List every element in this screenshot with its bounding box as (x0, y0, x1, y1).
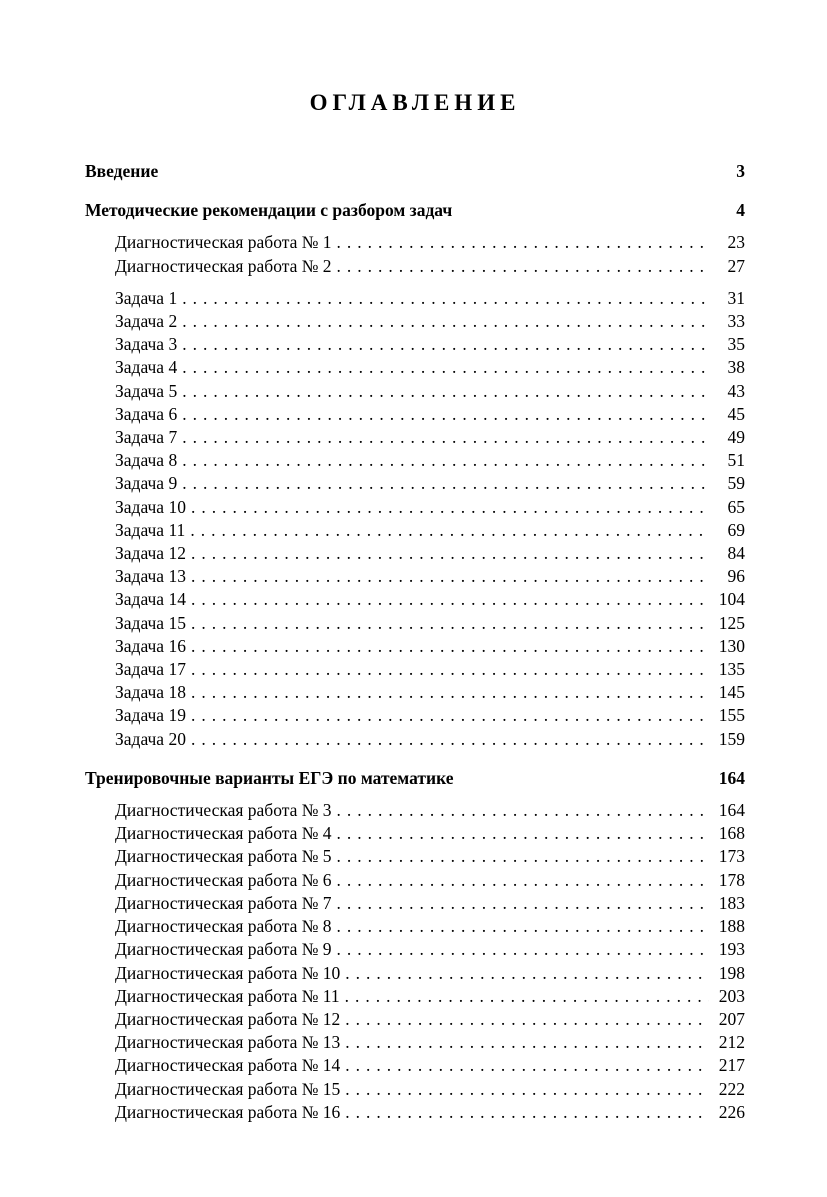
toc-item-row (85, 845, 745, 868)
dot-leader (177, 472, 709, 495)
toc-item-row (85, 287, 745, 310)
dot-leader (340, 962, 709, 985)
toc-item-row (85, 1054, 745, 1077)
toc-item-row (85, 356, 745, 379)
toc-section (85, 767, 745, 1124)
toc-section (85, 199, 745, 751)
dot-leader (332, 892, 709, 915)
toc-entry-label: Задача 11 (115, 519, 186, 540)
toc-entry-label: Задача 14 (115, 589, 186, 610)
toc-group (85, 287, 745, 751)
toc-item-row (85, 612, 745, 635)
toc-entry-page: 168 (718, 823, 745, 844)
toc-item-row (85, 496, 745, 519)
dot-leader (332, 231, 709, 254)
dot-leader (332, 938, 709, 961)
toc-item-row (85, 310, 745, 333)
toc-entry-page: 59 (727, 473, 745, 494)
toc-entry-label: Задача 9 (115, 473, 178, 494)
toc-entry-label: Диагностическая работа № 2 (115, 255, 332, 276)
toc-entry-page: 33 (727, 311, 745, 332)
toc-entry-label: Задача 8 (115, 450, 178, 471)
toc-item-row (85, 1031, 745, 1054)
toc-entry-label: Задача 2 (115, 311, 178, 332)
toc-entry-label: Задача 4 (115, 357, 178, 378)
toc-entry-page: 125 (718, 612, 745, 633)
dot-leader (185, 519, 709, 542)
toc-item-row (85, 1008, 745, 1031)
toc-entry-label: Диагностическая работа № 10 (115, 962, 341, 983)
toc-entry-label: Задача 20 (115, 728, 186, 749)
toc-entry-page: 226 (718, 1101, 745, 1122)
toc-entry-page: 45 (727, 403, 745, 424)
toc-entry-page: 164 (718, 767, 745, 788)
dot-leader (332, 822, 709, 845)
dot-leader (332, 869, 709, 892)
toc-entry-page: 155 (718, 705, 745, 726)
toc-item-row (85, 449, 745, 472)
toc-entry-label: Диагностическая работа № 1 (115, 232, 332, 253)
toc-entry-label: Задача 12 (115, 543, 186, 564)
toc-list (85, 160, 745, 1124)
toc-entry-page: 23 (727, 232, 745, 253)
toc-entry-page: 69 (727, 519, 745, 540)
toc-entry-page: 164 (718, 800, 745, 821)
dot-leader (186, 496, 709, 519)
dot-leader (177, 310, 709, 333)
toc-entry-label: Диагностическая работа № 13 (115, 1032, 341, 1053)
toc-entry-label: Диагностическая работа № 12 (115, 1008, 341, 1029)
toc-item-row (85, 985, 745, 1008)
toc-item-row (85, 1078, 745, 1101)
toc-entry-page: 51 (727, 450, 745, 471)
dot-leader (340, 1031, 709, 1054)
toc-entry-label: Диагностическая работа № 16 (115, 1101, 341, 1122)
toc-item-row (85, 915, 745, 938)
dot-leader (186, 728, 709, 751)
dot-leader (340, 1078, 709, 1101)
dot-leader (332, 255, 709, 278)
toc-entry-label: Диагностическая работа № 14 (115, 1055, 341, 1076)
toc-entry-page: 3 (736, 161, 745, 181)
toc-entry-page: 65 (727, 496, 745, 517)
toc-heading-row (85, 199, 745, 222)
dot-leader (186, 612, 709, 635)
toc-entry-label: Диагностическая работа № 5 (115, 846, 332, 867)
toc-entry-page: 198 (718, 962, 745, 983)
toc-entry-label: Тренировочные варианты ЕГЭ по математике (85, 767, 454, 788)
toc-item-row (85, 822, 745, 845)
toc-entry-page: 222 (718, 1078, 745, 1099)
toc-entry-page: 145 (718, 682, 745, 703)
toc-entry-page: 183 (718, 892, 745, 913)
toc-item-row (85, 658, 745, 681)
toc-entry-page: 84 (727, 543, 745, 564)
dot-leader (340, 985, 709, 1008)
toc-heading-row (85, 160, 745, 183)
toc-entry-page: 38 (727, 357, 745, 378)
toc-item-row (85, 728, 745, 751)
dot-leader (340, 1054, 709, 1077)
dot-leader (177, 449, 709, 472)
toc-entry-page: 31 (727, 287, 745, 308)
toc-entry-page: 217 (718, 1055, 745, 1076)
dot-leader (177, 356, 709, 379)
toc-entry-page: 203 (718, 985, 745, 1006)
toc-section (85, 160, 745, 183)
toc-entry-page: 207 (718, 1008, 745, 1029)
toc-entry-page: 173 (718, 846, 745, 867)
toc-entry-page: 159 (718, 728, 745, 749)
toc-entry-page: 212 (718, 1032, 745, 1053)
toc-entry-page: 188 (718, 916, 745, 937)
toc-entry-label: Диагностическая работа № 7 (115, 892, 332, 913)
dot-leader (177, 403, 709, 426)
toc-entry-page: 104 (718, 589, 745, 610)
dot-leader (186, 681, 709, 704)
dot-leader (186, 635, 709, 658)
toc-entry-label: Диагностическая работа № 6 (115, 869, 332, 890)
toc-item-row (85, 565, 745, 588)
toc-entry-label: Диагностическая работа № 3 (115, 800, 332, 821)
toc-entry-label: Задача 5 (115, 380, 178, 401)
toc-item-row (85, 635, 745, 658)
toc-item-row (85, 588, 745, 611)
toc-entry-label: Задача 18 (115, 682, 186, 703)
toc-entry-label: Задача 1 (115, 287, 178, 308)
toc-entry-page: 178 (718, 869, 745, 890)
dot-leader (332, 799, 709, 822)
dot-leader (177, 287, 709, 310)
dot-leader (177, 333, 709, 356)
toc-entry-label: Задача 7 (115, 427, 178, 448)
dot-leader (332, 915, 709, 938)
toc-item-row (85, 681, 745, 704)
dot-leader (186, 588, 709, 611)
toc-entry-page: 35 (727, 334, 745, 355)
dot-leader (340, 1008, 709, 1031)
dot-leader (186, 658, 709, 681)
toc-group (85, 231, 745, 277)
dot-leader (177, 380, 709, 403)
toc-item-row (85, 704, 745, 727)
toc-entry-page: 130 (718, 635, 745, 656)
toc-entry-label: Диагностическая работа № 11 (115, 985, 340, 1006)
toc-item-row (85, 231, 745, 254)
toc-item-row (85, 519, 745, 542)
toc-entry-label: Методические рекомендации с разбором задач (85, 200, 453, 221)
toc-item-row (85, 1101, 745, 1124)
toc-entry-page: 43 (727, 380, 745, 401)
toc-entry-label: Задача 19 (115, 705, 186, 726)
toc-entry-page: 96 (727, 566, 745, 587)
toc-group (85, 799, 745, 1124)
toc-item-row (85, 799, 745, 822)
toc-item-row (85, 869, 745, 892)
toc-heading-row (85, 767, 745, 790)
dot-leader (186, 704, 709, 727)
toc-entry-label: Введение (85, 161, 159, 181)
toc-entry-label: Диагностическая работа № 4 (115, 823, 332, 844)
toc-entry-label: Диагностическая работа № 15 (115, 1078, 341, 1099)
toc-item-row (85, 542, 745, 565)
toc-item-row (85, 892, 745, 915)
toc-item-row (85, 962, 745, 985)
toc-entry-label: Задача 3 (115, 334, 178, 355)
toc-entry-label: Задача 6 (115, 403, 178, 424)
toc-item-row (85, 426, 745, 449)
toc-item-row (85, 403, 745, 426)
dot-leader (177, 426, 709, 449)
toc-entry-label: Диагностическая работа № 8 (115, 916, 332, 937)
toc-item-row (85, 255, 745, 278)
dot-leader (186, 542, 709, 565)
toc-entry-label: Задача 17 (115, 659, 186, 680)
toc-entry-label: Задача 10 (115, 496, 186, 517)
toc-entry-label: Диагностическая работа № 9 (115, 939, 332, 960)
toc-entry-page: 27 (727, 255, 745, 276)
toc-item-row (85, 380, 745, 403)
toc-item-row (85, 333, 745, 356)
dot-leader (332, 845, 709, 868)
toc-entry-page: 49 (727, 427, 745, 448)
toc-entry-page: 135 (718, 659, 745, 680)
dot-leader (340, 1101, 709, 1124)
dot-leader (186, 565, 709, 588)
toc-item-row (85, 472, 745, 495)
toc-item-row (85, 938, 745, 961)
toc-entry-page: 193 (718, 939, 745, 960)
page-title: ОГЛАВЛЕНИЕ (309, 90, 521, 115)
toc-entry-page: 4 (736, 200, 745, 221)
toc-entry-label: Задача 16 (115, 635, 186, 656)
toc-entry-label: Задача 13 (115, 566, 186, 587)
toc-entry-label: Задача 15 (115, 612, 186, 633)
